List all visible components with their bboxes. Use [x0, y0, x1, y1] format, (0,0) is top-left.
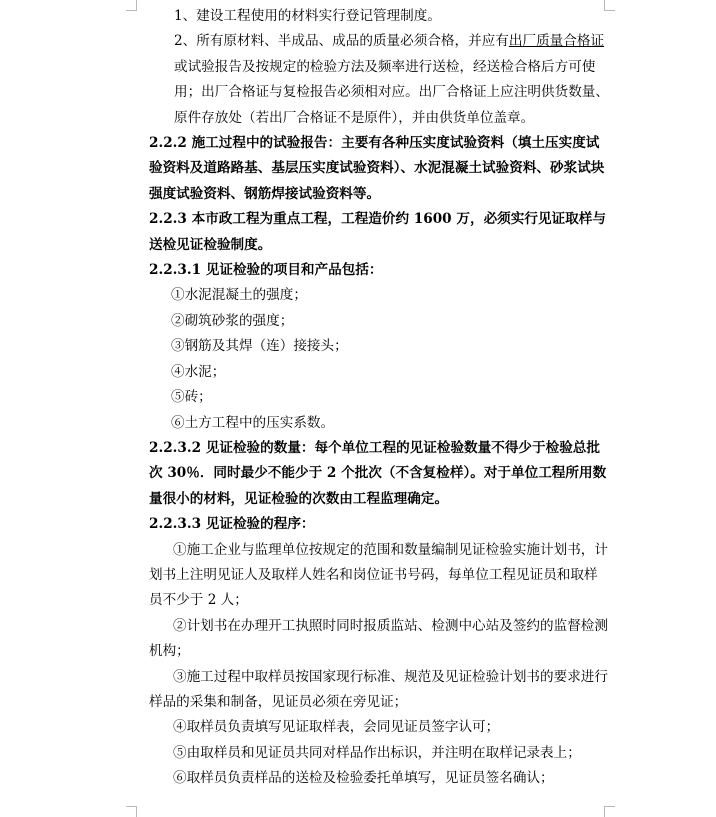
item-2-text-after: 或试验报告及按规定的检验方法及频率进行送检，经送检合格后方可使用；出厂合格证与复检报告必须相对应。出厂合格证上应注明供货数量、原件存放处（若出厂合格证不是原件），并由供货单位盖章。: [174, 58, 609, 126]
list-item: ①水泥混凝土的强度；: [171, 287, 307, 304]
section-2-2-3-3: [149, 512, 611, 537]
section-text: 见证检验的项目和产品包括：: [205, 262, 383, 279]
section-number: 2.2.2: [149, 135, 187, 152]
section-number: 2.2.3.3: [149, 516, 202, 533]
list-item: ⑤由取样员和见证员共同对样品作出标识，并注明在取样记录表上；: [173, 744, 581, 761]
list-item: ③施工过程中取样员按国家现行标准、规范及见证检验计划书的要求进行样品的采集和制备，见证员必须在旁见证；: [149, 668, 608, 710]
list-item: ⑥取样员负责样品的送检及检验委托单填写，见证员签名确认；: [173, 770, 554, 787]
list-item: ④取样员负责填写见证取样表，会同见证员签字认可；: [173, 719, 500, 736]
section-text: 本市政工程为重点工程，工程造价约 1600 万，必须实行见证取样与送检见证检验制度。: [149, 211, 606, 253]
section-text: 见证检验的数量：每个单位工程的见证检验数量不得少于检验总批次 30％．同时最少不能少于 2 个批次（不含复检样）。对于单位工程所用数量很小的材料，见证检验的次数由工程监理确定。: [149, 439, 607, 507]
page-corner-mark-bottom-right: [604, 806, 615, 817]
document-body: [149, 4, 611, 792]
section-2-2-3-2: [149, 436, 611, 512]
list-item: ②计划书在办理开工执照时同时报质监站、检测中心站及签约的监督检测机构；: [149, 617, 608, 660]
page-corner-mark-top-left: [126, 0, 137, 11]
list-item: ③钢筋及其焊（连）接接头；: [171, 338, 348, 355]
item-2-text-before: 2、所有原材料、半成品、成品的质量必须合格，并应有: [174, 33, 509, 50]
section-number: 2.2.3: [149, 211, 187, 228]
paragraph-item-1: 1、建设工程使用的材料实行登记管理制度。: [174, 8, 441, 24]
list-item: ⑥土方工程中的压实系数。: [171, 414, 335, 431]
section-2-2-3: [149, 207, 611, 258]
list-item: ⑤砖；: [171, 389, 212, 406]
section-text: 见证检验的程序：: [205, 516, 315, 533]
section-2-2-2: [149, 131, 611, 207]
section-number: 2.2.3.1: [149, 262, 202, 279]
section-text: 施工过程中的试验报告：主要有各种压实度试验资料（填土压实度试验资料及道路路基、基层压实度试验资料）、水泥混凝土试验资料、砂浆试块强度试验资料、钢筋焊接试验资料等。: [149, 135, 605, 202]
section-number: 2.2.3.2: [149, 439, 202, 456]
paragraph-item-2: [149, 29, 611, 131]
list-item: ②砌筑砂浆的强度；: [171, 312, 294, 329]
page-corner-mark-bottom-left: [126, 806, 137, 817]
list-item: ④水泥；: [171, 363, 226, 380]
section-2-2-3-1: [149, 258, 611, 283]
certificate-underlined-text: 出厂质量合格证: [508, 33, 605, 50]
list-item: ①施工企业与监理单位按规定的范围和数量编制见证检验实施计划书，计划书上注明见证人及取样人姓名和岗位证书号码，每单位工程见证员和取样员不少于 2 人；: [149, 541, 608, 609]
